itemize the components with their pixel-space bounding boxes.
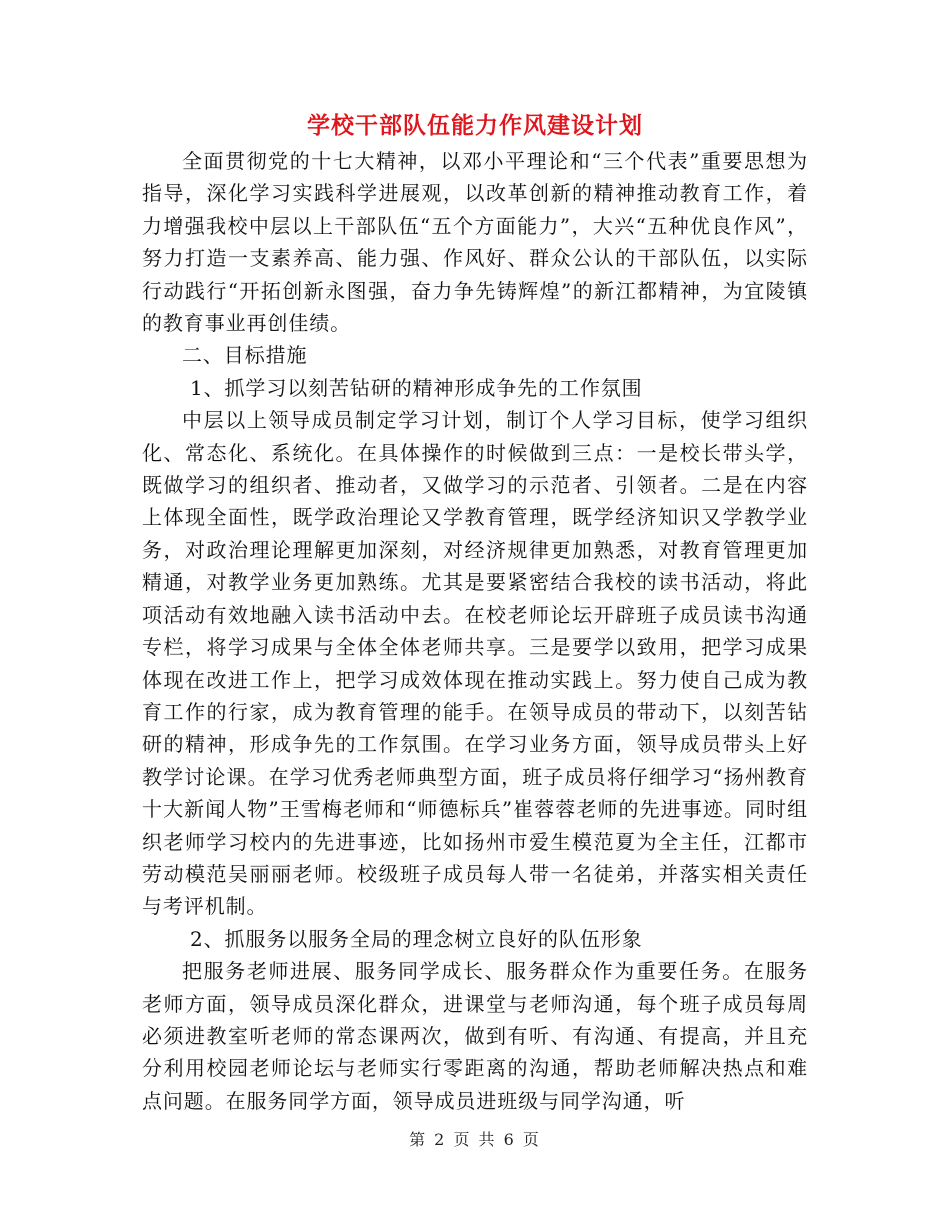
page-number-footer: 第 2 页 共 6 页 [409, 1130, 541, 1149]
section-heading-goals: 二、目标措施 [182, 343, 308, 368]
subheading-study: 1、抓学习以刻苦钻研的精神形成争先的工作氛围 [190, 375, 643, 400]
document-title: 学校干部队伍能力作风建设计划 [307, 113, 643, 139]
study-paragraph: 中层以上领导成员制定学习计划，制订个人学习目标，使学习组织化、常态化、系统化。在具体操作的时候做到三点：一是校长带头学，既做学习的组织者、推动者，又做学习的示范者、引领者。二是在内容上体现全面性，既学政治理论又学教育管理，既学经济知识又学教学业务，对政治理论理解更加深刻，对经济规律更加熟悉，对教育管理更加精通，对教学业务更加熟练。尤其是要紧密结合我校的读书活动，将此项活动有效地融入读书活动中去。在校老师论坛开辟班子成员读书沟通专栏，将学习成果与全体全体老师共享。三是要学以致用，把学习成果体现在改进工作上，把学习成效体现在推动实践上。努力使自己成为教育工作的行家，成为教育管理的能手。在领导成员的带动下，以刻苦钻研的精神，形成争先的工作氛围。在学习业务方面，领导成员带头上好教学讨论课。在学习优秀老师典型方面，班子成员将仔细学习“扬州教育十大新闻人物”王雪梅老师和“师德标兵”崔蓉蓉老师的先进事迹。同时组织老师学习校内的先进事迹，比如扬州市爱生模范夏为全主任，江都市劳动模范吴丽丽老师。校级班子成员每人带一名徒弟，并落实相关责任与考评机制。 [142, 408, 808, 919]
document-body [142, 145, 808, 1117]
service-paragraph: 把服务老师进展、服务同学成长、服务群众作为重要任务。在服务老师方面，领导成员深化群众，进课堂与老师沟通，每个班子成员每周必须进教室听老师的常态课两次，做到有听、有沟通、有提高，并且充分利用校园老师论坛与老师实行零距离的沟通，帮助老师解决热点和难点问题。在服务同学方面，领导成员进班级与同学沟通，听 [142, 959, 808, 1113]
subheading-service: 2、抓服务以服务全局的理念树立良好的队伍形象 [190, 926, 643, 951]
intro-paragraph: 全面贯彻党的十七大精神，以邓小平理论和“三个代表”重要思想为指导，深化学习实践科学进展观，以改革创新的精神推动教育工作，着力增强我校中层以上干部队伍“五个方面能力”，大兴“五种优良作风”，努力打造一支素养高、能力强、作风好、群众公认的干部队伍，以实际行动践行“开拓创新永图强，奋力争先铸辉煌”的新江都精神，为宜陵镇的教育事业再创佳绩。 [142, 149, 808, 336]
